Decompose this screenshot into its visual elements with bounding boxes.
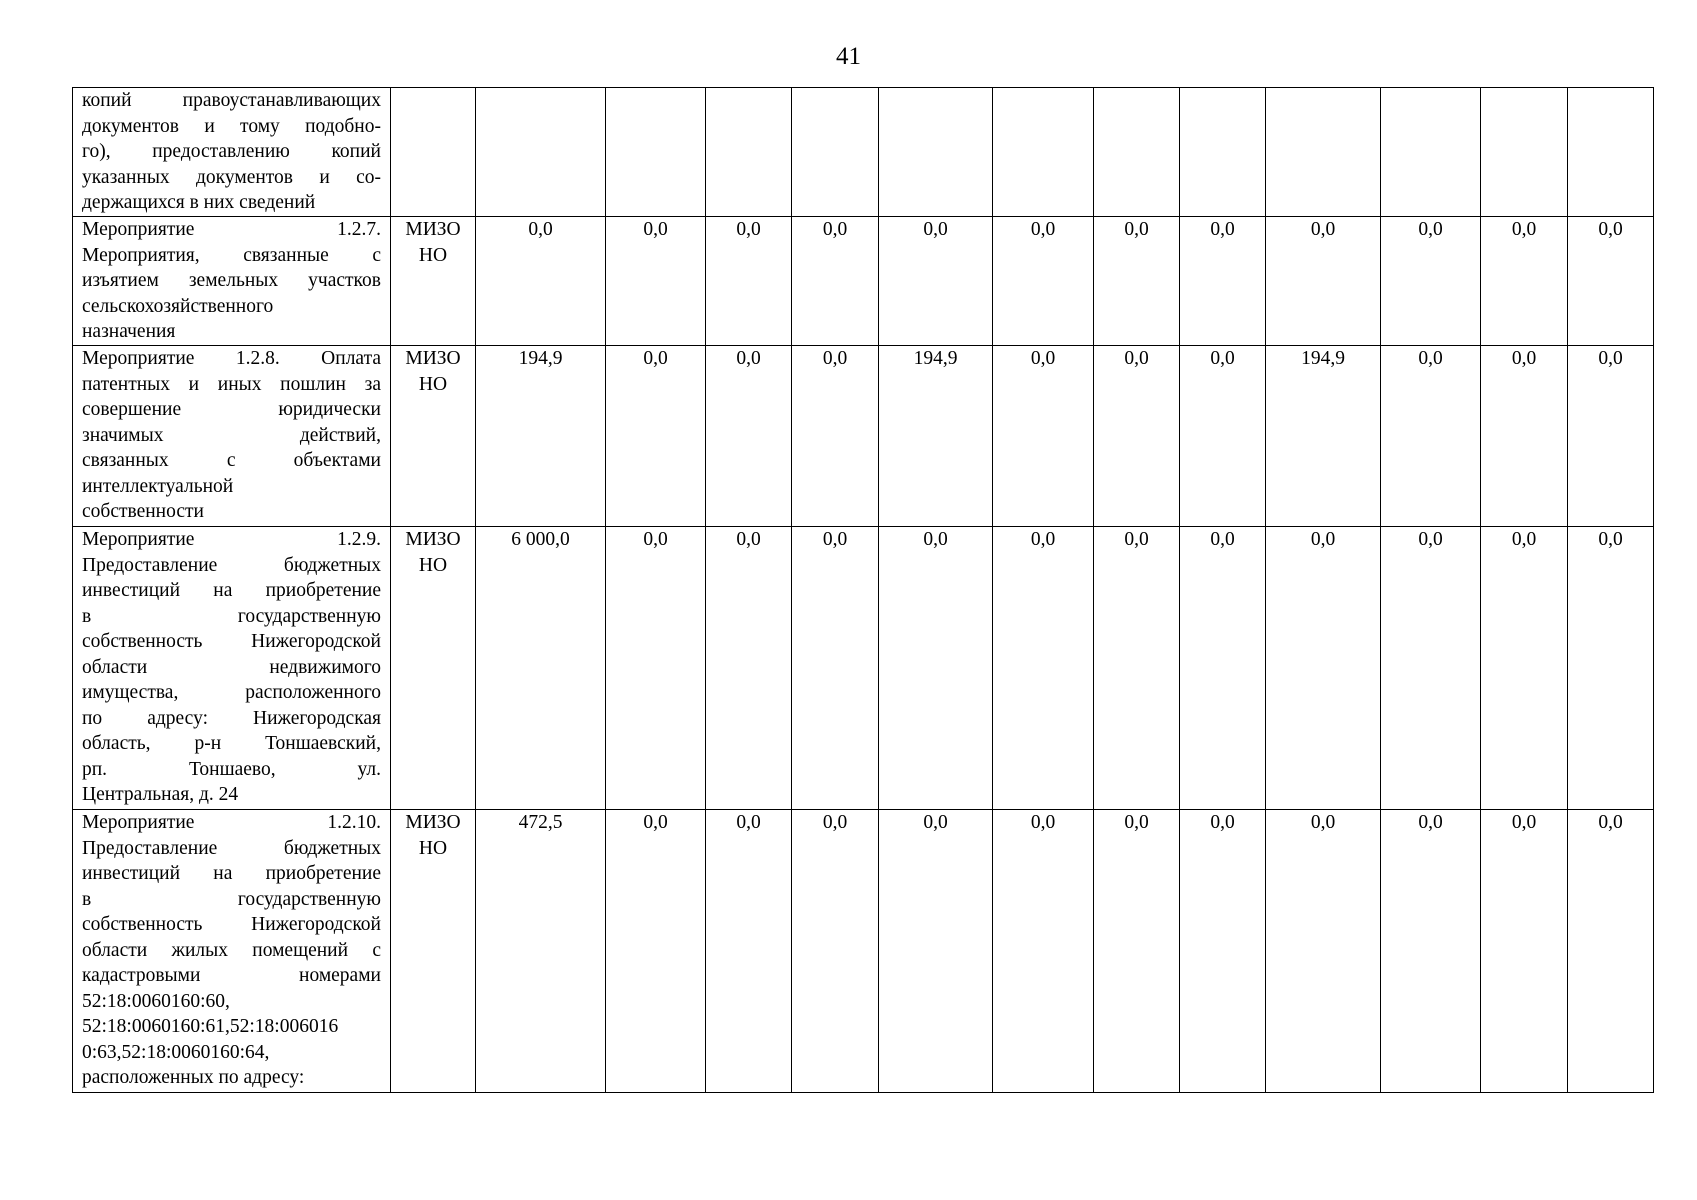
activity-description-line: область, р-н Тоншаевский, [82,733,381,754]
value-cell [1180,88,1266,217]
value-cell: 0,0 [1266,217,1381,346]
activity-description-line: сельскохозяйственного [82,295,274,317]
activity-description-line: совершение юридически [82,399,381,420]
value-cell [879,88,993,217]
value-cell: 0,0 [792,217,879,346]
executor-line: НО [418,554,448,576]
activity-description-line: собственность Нижегородской [82,914,381,935]
activity-description-line: собственность Нижегородской [82,631,381,652]
executor-line: НО [418,244,448,266]
value-cell: 0,0 [792,810,879,1093]
executor-line: МИЗО [405,348,461,369]
activity-description-line: Предоставление бюджетных [82,837,381,859]
table-row [73,810,1654,1093]
table-row [73,88,1654,217]
activity-description-line: Мероприятие 1.2.10. [82,812,381,833]
page-number: 41 [836,43,861,70]
activity-description-line: собственности [82,501,204,522]
value-cell [993,88,1094,217]
activity-description-line: 0:63,52:18:0060160:64, [82,1041,270,1063]
value-cell: 0,0 [606,810,706,1093]
value-cell: 0,0 [993,346,1094,527]
value-cell: 0,0 [606,527,706,810]
value-cell: 0,0 [606,346,706,527]
value-cell [1266,88,1381,217]
value-cell: 0,0 [993,217,1094,346]
value-cell: 0,0 [879,527,993,810]
value-cell: 0,0 [1568,346,1654,527]
table-row [73,217,1654,346]
value-cell: 0,0 [1381,527,1481,810]
value-cell [1568,88,1654,217]
value-cell: 0,0 [993,810,1094,1093]
executor-cell [391,527,476,810]
activity-description-cell [73,527,391,810]
activity-description-line: в государственную [82,605,381,627]
value-cell: 6 000,0 [476,527,606,810]
value-cell: 0,0 [1180,346,1266,527]
value-cell: 0,0 [1180,217,1266,346]
value-cell: 0,0 [879,217,993,346]
activity-description-line: 52:18:0060160:60, [82,990,230,1012]
value-cell: 0,0 [792,346,879,527]
executor-cell [391,88,476,217]
value-cell [606,88,706,217]
activity-description-line: кадастровыми номерами [82,965,381,986]
activity-description-cell [73,346,391,527]
value-cell: 0,0 [1568,217,1654,346]
activity-description-line: значимых действий, [82,424,381,446]
activity-description-line: Мероприятия, связанные с [82,244,381,266]
value-cell: 0,0 [1481,346,1568,527]
executor-line: НО [418,373,448,395]
activity-description-line: связанных с объектами [82,450,381,471]
value-cell: 194,9 [1266,346,1381,527]
value-cell: 0,0 [706,810,792,1093]
activity-description-line: указанных документов и со- [82,166,381,188]
value-cell [1481,88,1568,217]
value-cell: 0,0 [1481,810,1568,1093]
value-cell: 0,0 [879,810,993,1093]
value-cell: 0,0 [1094,217,1180,346]
activity-description-line: изъятием земельных участков [82,270,381,291]
value-cell: 0,0 [476,217,606,346]
value-cell: 0,0 [1568,810,1654,1093]
activity-description-line: инвестиций на приобретение [82,863,381,884]
activity-description-line: назначения [82,321,176,342]
value-cell: 0,0 [706,217,792,346]
value-cell: 472,5 [476,810,606,1093]
value-cell: 0,0 [606,217,706,346]
value-cell: 0,0 [1094,346,1180,527]
value-cell: 0,0 [706,527,792,810]
value-cell: 0,0 [993,527,1094,810]
value-cell: 0,0 [1381,810,1481,1093]
activity-description-line: патентных и иных пошлин за [82,373,381,395]
activity-description-line: документов и тому подобно- [82,115,381,137]
activity-description-line: го), предоставлению копий [82,141,381,162]
value-cell: 0,0 [1266,810,1381,1093]
activity-description-line: Мероприятие 1.2.9. [82,529,381,550]
activity-description-line: инвестиций на приобретение [82,580,381,601]
activity-description-cell [73,810,391,1093]
value-cell: 194,9 [879,346,993,527]
executor-line: НО [418,837,448,859]
activity-description-line: интеллектуальной [82,475,234,497]
activity-description-line: области жилых помещений с [82,939,381,961]
activity-description-line: 52:18:0060160:61,52:18:006016 [82,1016,339,1037]
activity-description-line: рп. Тоншаево, ул. [82,758,381,780]
activity-description-line: в государственную [82,888,381,910]
activity-description-line: держащихся в них сведений [82,192,316,213]
value-cell: 0,0 [1094,810,1180,1093]
value-cell: 0,0 [1180,527,1266,810]
executor-line: МИЗО [405,529,461,550]
activity-description-cell [73,217,391,346]
value-cell [1094,88,1180,217]
activity-description-cell [73,88,391,217]
executor-line: МИЗО [405,812,461,833]
activity-description-line: копий правоустанавливающих [82,90,381,111]
table-row [73,527,1654,810]
value-cell: 194,9 [476,346,606,527]
executor-line: МИЗО [405,219,461,240]
value-cell: 0,0 [792,527,879,810]
value-cell [706,88,792,217]
value-cell [476,88,606,217]
executor-cell [391,217,476,346]
table-row [73,346,1654,527]
value-cell: 0,0 [1381,217,1481,346]
executor-cell [391,810,476,1093]
activity-description-line: Предоставление бюджетных [82,554,381,576]
value-cell [792,88,879,217]
activity-description-line: Мероприятие 1.2.7. [82,219,381,240]
activity-description-line: расположенных по адресу: [82,1067,305,1088]
value-cell: 0,0 [706,346,792,527]
activity-description-line: Центральная, д. 24 [82,784,239,805]
value-cell [1381,88,1481,217]
value-cell: 0,0 [1381,346,1481,527]
activity-description-line: Мероприятие 1.2.8. Оплата [82,348,381,369]
value-cell: 0,0 [1481,217,1568,346]
activity-description-line: по адресу: Нижегородская [82,707,381,729]
activity-description-line: имущества, расположенного [82,682,381,703]
value-cell: 0,0 [1180,810,1266,1093]
value-cell: 0,0 [1266,527,1381,810]
value-cell: 0,0 [1094,527,1180,810]
value-cell: 0,0 [1481,527,1568,810]
value-cell: 0,0 [1568,527,1654,810]
budget-table [72,87,1654,1093]
executor-cell [391,346,476,527]
activity-description-line: области недвижимого [82,656,381,678]
